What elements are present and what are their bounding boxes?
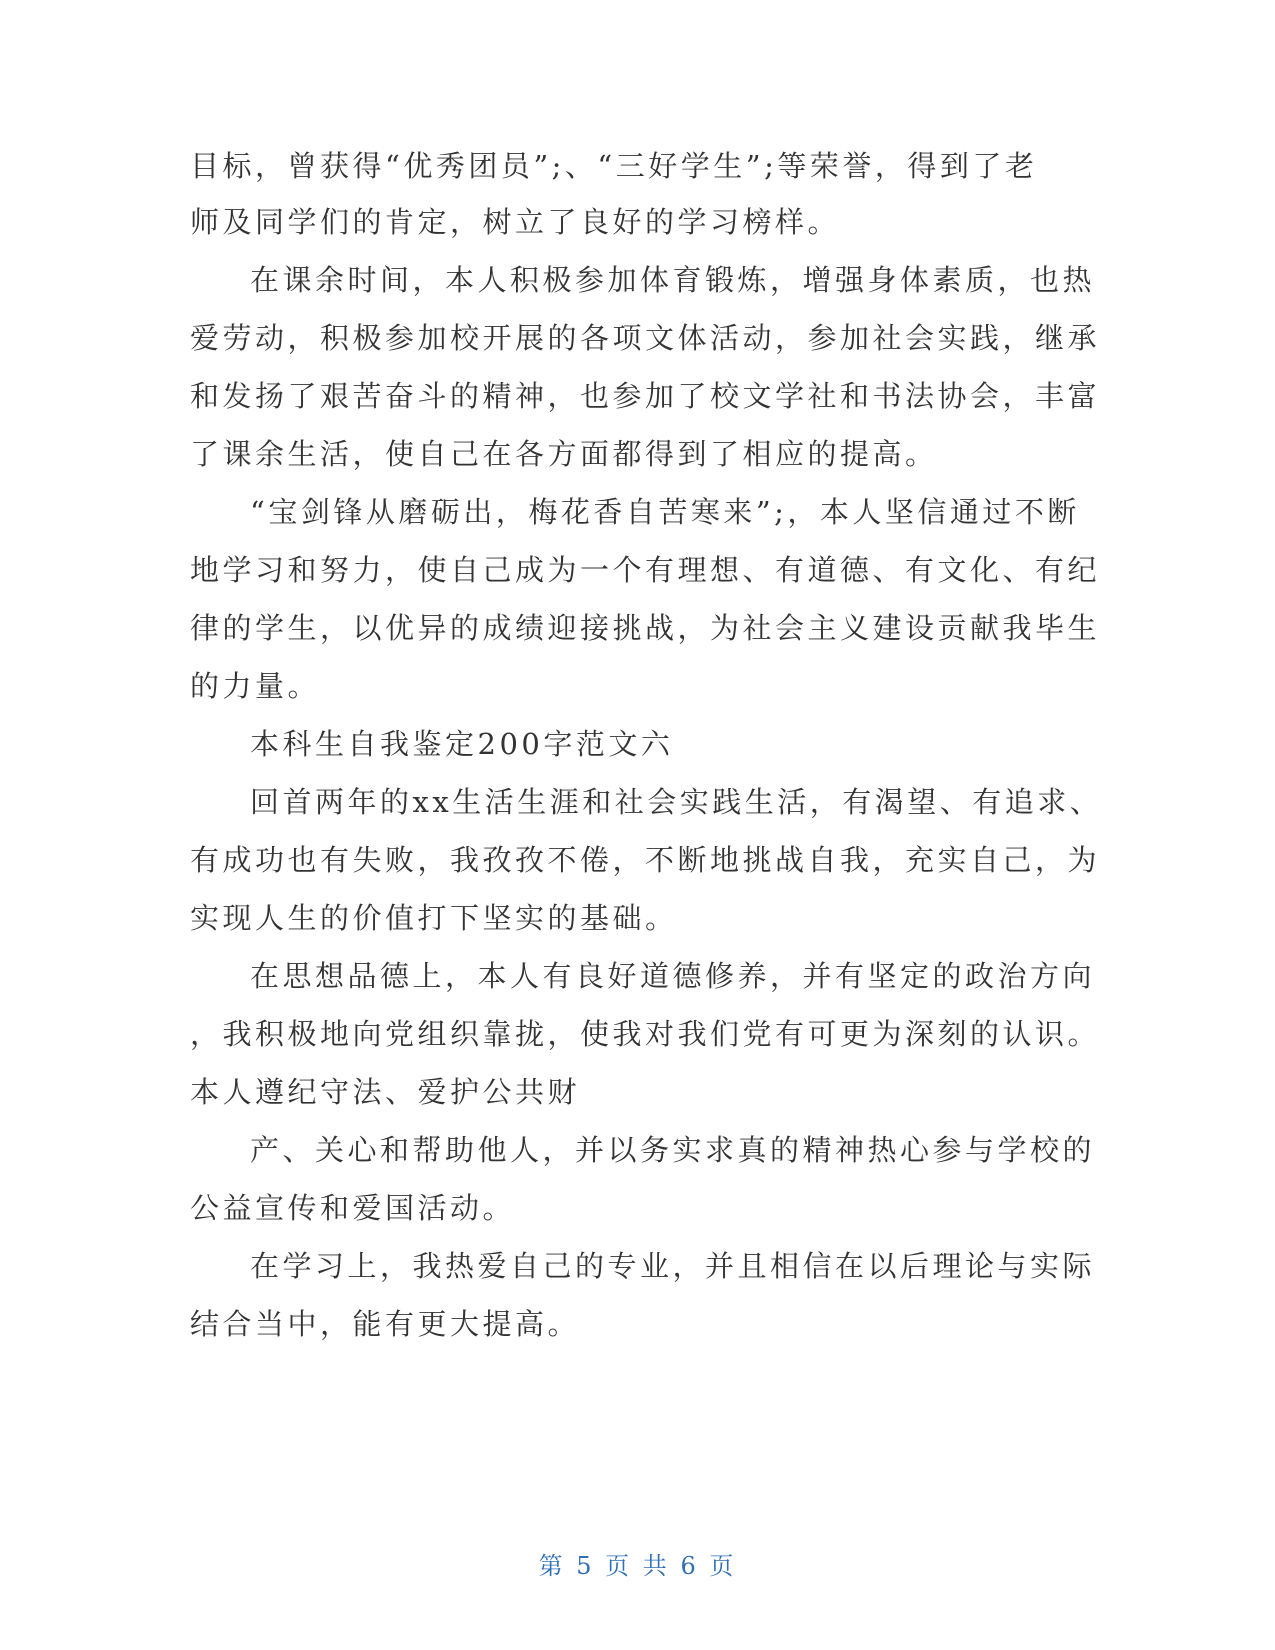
text-line: 公益宣传和爱国活动。 <box>190 1191 516 1225</box>
text-line: 目标，曾获得“优秀团员”;、“三好学生”;等荣誉，得到了老 <box>190 149 1038 183</box>
text-line: 爱劳动，积极参加校开展的各项文体活动，参加社会实践，继承 <box>190 321 1101 355</box>
text-line: 结合当中，能有更大提高。 <box>190 1307 581 1341</box>
text-line: 师及同学们的肯定，树立了良好的学习榜样。 <box>190 205 841 239</box>
text-line: 了课余生活，使自己在各方面都得到了相应的提高。 <box>190 437 938 471</box>
text-line: 在思想品德上，本人有良好道德修养，并有坚定的政治方向 <box>250 959 1096 993</box>
text-line: 在课余时间，本人积极参加体育锻炼，增强身体素质，也热 <box>250 263 1096 297</box>
text-line: 有成功也有失败，我孜孜不倦，不断地挑战自我，充实自己，为 <box>190 843 1101 877</box>
text-line: 本人遵纪守法、爱护公共财 <box>190 1075 581 1109</box>
text-line: 地学习和努力，使自己成为一个有理想、有道德、有文化、有纪 <box>190 553 1101 587</box>
text-line: 产、关心和帮助他人，并以务实求真的精神热心参与学校的 <box>250 1133 1096 1167</box>
text-line: ，我积极地向党组织靠拢，使我对我们党有可更为深刻的认识。 <box>190 1017 1101 1051</box>
text-line: 的力量。 <box>190 669 321 703</box>
section-heading: 本科生自我鉴定200字范文六 <box>250 727 674 761</box>
text-line: 回首两年的xx生活生涯和社会实践生活，有渴望、有追求、 <box>250 785 1103 819</box>
text-line: 律的学生，以优异的成绩迎接挑战，为社会主义建设贡献我毕生 <box>190 611 1101 645</box>
text-line: 和发扬了艰苦奋斗的精神，也参加了校文学社和书法协会，丰富 <box>190 379 1101 413</box>
text-line: 实现人生的价值打下坚实的基础。 <box>190 901 678 935</box>
text-line: “宝剑锋从磨砺出，梅花香自苦寒来”;，本人坚信通过不断 <box>250 495 1080 529</box>
text-line: 在学习上，我热爱自己的专业，并且相信在以后理论与实际 <box>250 1249 1096 1283</box>
page-number-footer: 第 5 页 共 6 页 <box>538 1552 737 1580</box>
